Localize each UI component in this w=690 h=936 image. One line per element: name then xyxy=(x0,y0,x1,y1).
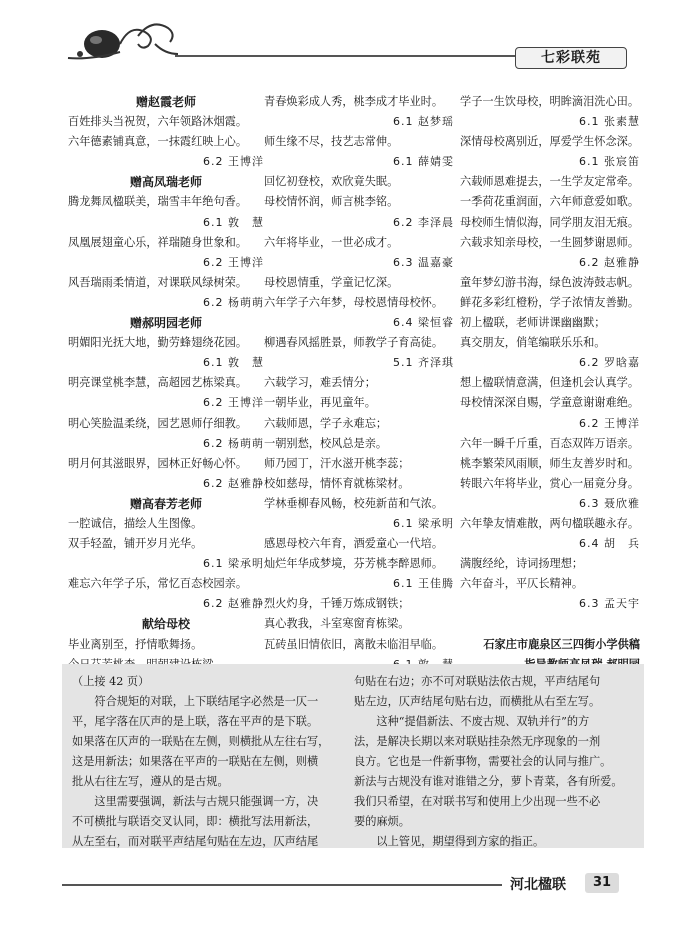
couplet-line: 一朝毕业，再见童年。 xyxy=(264,396,376,410)
couplet-line: 深情母校离别近，厚爱学生怀念深。 xyxy=(460,135,640,149)
article-line: 要的麻烦。 xyxy=(354,815,410,828)
couplet-line: 双手轻盈，铺开岁月光华。 xyxy=(68,537,203,551)
article-line: 以上管见，期望得到方家的指正。 xyxy=(376,835,545,848)
article-line: 我们只希望，在对联书写和使用上少出现一些不必 xyxy=(354,795,601,808)
article-column-left xyxy=(72,672,352,852)
author-line: 6.2 赵雅静 xyxy=(203,597,264,611)
couplet-line: 难忘六年学子乐，常忆百态校园亲。 xyxy=(68,577,248,591)
article-line: （上接 42 页） xyxy=(72,675,150,688)
couplet-line: 六年德素铺真意，一抹霞红映上心。 xyxy=(68,135,248,149)
article-line: 批从右往左写，遵从的是古规。 xyxy=(72,775,229,788)
couplet-line: 一季荷花重润面，六年师意爱如歌。 xyxy=(460,195,640,209)
column-3 xyxy=(460,92,640,675)
couplet-line: 一朝别愁，校风总是亲。 xyxy=(264,436,388,450)
author-line: 6.3 聂欣雅 xyxy=(579,496,640,510)
article-line: 新法与古规没有谁对谁错之分，萝卜青菜，各有所爱。 xyxy=(354,775,623,788)
couplet-line: 感恩母校六年育，酒爱童心一代培。 xyxy=(264,537,444,551)
author-line: 6.2 王博洋 xyxy=(579,416,640,430)
author-line: 6.4 梁恒睿 xyxy=(393,316,454,330)
author-line: 6.2 杨萌萌 xyxy=(203,436,264,450)
article-line: 符合规矩的对联，上下联结尾字必然是一仄一 xyxy=(94,695,319,708)
author-line: 6.1 张素慧 xyxy=(579,115,640,129)
couplet-line: 六年奋斗，平仄长精神。 xyxy=(460,577,584,591)
couplet-line: 满腹经纶，诗词扬理想； xyxy=(460,557,584,571)
author-line: 6.2 赵雅静 xyxy=(203,476,264,490)
couplet-line: 转眼六年将毕业，赏心一届竟分身。 xyxy=(460,476,640,490)
author-line: 6.2 李泽晨 xyxy=(393,215,454,229)
couplet-line: 青春焕彩成人秀，桃李成才毕业时。 xyxy=(264,95,444,108)
article-box xyxy=(62,664,644,848)
author-line: 6.2 杨萌萌 xyxy=(203,295,264,309)
couplet-line: 百姓排头当祝贺，六年领路沐烟霞。 xyxy=(68,115,248,129)
author-line: 6.2 王博洋 xyxy=(203,155,264,169)
couplet-line: 六载学习，难丢情分； xyxy=(264,376,376,390)
couplet-line: 瓦砖虽旧情依旧，离散未临泪早临。 xyxy=(264,637,444,651)
article-line: 法，是解决长期以来对联贴挂杂然无序现象的一剂 xyxy=(354,735,601,748)
footer-rule xyxy=(62,884,502,886)
couplet-line: 明心笑脸温柔绕，园艺恩师仔细教。 xyxy=(68,416,248,430)
couplet-title: 献给母校 xyxy=(141,617,190,632)
author-line: 6.1 梁承明 xyxy=(393,516,454,530)
couplet-line: 六载师恩难提去，一生学友定常牵。 xyxy=(460,175,640,189)
page-header xyxy=(0,0,690,70)
couplet-line: 桃李繁荣风雨顺，师生友善岁时和。 xyxy=(460,456,640,470)
couplet-line: 明月何其滋眼界，园林正好畅心怀。 xyxy=(68,456,248,470)
couplet-line: 六年将毕业，一世必成才。 xyxy=(264,235,399,249)
author-line: 6.2 赵雅静 xyxy=(579,255,640,269)
couplet-line: 明媚阳光抚大地，勤劳蜂翅绕花园。 xyxy=(68,336,248,350)
article-line: 从左至右，而对联平声结尾句贴在左边，仄声结尾 xyxy=(72,835,319,848)
column-1 xyxy=(68,92,264,675)
author-line: 6.2 王博洋 xyxy=(203,396,264,410)
page-number: 31 xyxy=(585,873,619,893)
column-2 xyxy=(264,92,454,675)
couplet-title: 赠郝明园老师 xyxy=(129,316,202,331)
author-line: 6.2 罗晗嘉 xyxy=(579,356,640,370)
header-rule xyxy=(175,55,515,57)
author-line: 6.1 赵梦瑶 xyxy=(393,115,454,129)
couplet-line: 师乃园丁，汗水滋开桃李蕊； xyxy=(264,456,410,470)
author-line: 6.1 王佳腾 xyxy=(393,577,454,591)
couplet-line: 校如慈母，情怀育就栋梁材。 xyxy=(264,476,410,490)
couplet-line: 腾龙舞凤楹联美，瑞雪丰年绝句香。 xyxy=(68,195,248,209)
couplet-line: 初上楹联，老师讲课幽幽默； xyxy=(460,316,606,330)
author-line: 6.3 温嘉豪 xyxy=(393,255,454,269)
author-line: 6.1 敦 慧 xyxy=(203,215,264,229)
couplet-title: 赠高春芳老师 xyxy=(129,496,202,511)
article-line: 良方。它也是一件新事物，需要社会的认同与推广。 xyxy=(354,755,612,768)
couplet-line: 学子一生饮母校，明眸滴泪洗心田。 xyxy=(460,95,640,108)
author-line: 5.1 齐泽琪 xyxy=(393,356,454,370)
article-line: 不可横批与联语交叉认同，即：横批写法用新法， xyxy=(72,815,319,828)
article-line: 平，尾字落在仄声的是上联，落在平声的是下联。 xyxy=(72,715,319,728)
couplet-line: 毕业离别至，抒情歌舞扬。 xyxy=(68,637,203,651)
article-column-right xyxy=(354,672,634,852)
couplet-title: 赠赵霞老师 xyxy=(135,95,196,109)
couplet-line: 回忆初登校，欢欣竟失眠。 xyxy=(264,175,399,189)
author-line: 6.1 张宸笛 xyxy=(579,155,640,169)
couplet-line: 想上楹联情意满，但逢机会认真学。 xyxy=(460,376,640,390)
decorative-swirl-logo-icon xyxy=(60,14,180,64)
couplet-line: 母校恩情重，学童记忆深。 xyxy=(264,275,399,289)
credit-line: 石家庄市鹿泉区三四街小学供稿 xyxy=(483,637,640,651)
couplet-line: 凤凰展翅童心乐，祥瑞随身世象和。 xyxy=(68,235,248,249)
couplet-line: 明亮课堂桃李慧，高超园艺栋梁真。 xyxy=(68,376,248,390)
author-line: 6.1 薛婧雯 xyxy=(393,155,454,169)
couplet-line: 母校情深深自赐，学童意谢谢难绝。 xyxy=(460,396,640,410)
author-line: 6.1 梁承明 xyxy=(203,557,264,571)
couplet-line: 母校师生情似海，同学朋友泪无痕。 xyxy=(460,215,640,229)
couplet-line: 六年挚友情难散，两句楹联趣永存。 xyxy=(460,516,640,530)
article-line: 贴左边，仄声结尾句贴右边，而横批从右至左写。 xyxy=(354,695,601,708)
author-line: 6.3 孟天宇 xyxy=(579,597,640,611)
couplet-line: 灿烂年华成梦境，芬芳桃李醉恩师。 xyxy=(264,557,444,571)
magazine-name: 河北楹联 xyxy=(510,877,566,893)
couplet-line xyxy=(460,614,640,634)
couplet-line: 童年梦幻游书海，绿色波涛鼓志帆。 xyxy=(460,275,640,289)
article-line: 如果落在仄声的一联贴在左侧，则横批从左往右写， xyxy=(72,735,330,748)
article-line: 这里需要强调，新法与古规只能强调一方，决 xyxy=(94,795,319,808)
couplet-line: 学林垂柳春风畅，校苑新苗和气浓。 xyxy=(264,496,444,510)
couplet-line: 真交朋友，俏笔编联乐乐和。 xyxy=(460,336,606,350)
couplet-line: 风吾瑞雨柔情道，对课联风绿树荣。 xyxy=(68,275,248,289)
couplet-line: 鲜花多彩红橙粉，学子浓情友善勤。 xyxy=(460,295,640,309)
couplet-title: 赠高凤瑞老师 xyxy=(129,175,202,190)
couplet-line: 六年学子六年梦，母校恩情母校怀。 xyxy=(264,295,444,309)
couplet-line: 六载师恩，学子永难忘； xyxy=(264,416,388,430)
couplet-line: 真心教我，斗室寒窗育栋梁。 xyxy=(264,617,410,631)
section-title: 七彩联苑 xyxy=(515,47,627,69)
couplet-line: 六载求知亲母校，一生圆梦谢恩师。 xyxy=(460,235,640,249)
author-line: 6.2 王博洋 xyxy=(203,255,264,269)
article-line: 这种“提倡新法、不废古规、双轨并行”的方 xyxy=(376,715,590,728)
author-line: 6.1 敦 慧 xyxy=(203,356,264,370)
couplet-line: 烈火灼身，千锤万炼成钢铁； xyxy=(264,597,410,611)
article-line: 这是用新法；如果落在平声的一联贴在左侧，则横 xyxy=(72,755,319,768)
couplet-line: 六年一瞬千斤重，百态双阵万语亲。 xyxy=(460,436,640,450)
couplet-line: 母校情怀润，师言桃李铭。 xyxy=(264,195,399,209)
couplet-line: 一腔诚信，描绘人生图像。 xyxy=(68,516,203,530)
couplet-line: 柳遇春风摇胜景，师教学子育高徒。 xyxy=(264,336,444,350)
author-line: 6.4 胡 兵 xyxy=(579,537,640,551)
couplet-line: 师生缘不尽，技艺志常伸。 xyxy=(264,135,399,149)
article-line: 句贴在右边；亦不可对联贴法依古规，平声结尾句 xyxy=(354,675,601,688)
